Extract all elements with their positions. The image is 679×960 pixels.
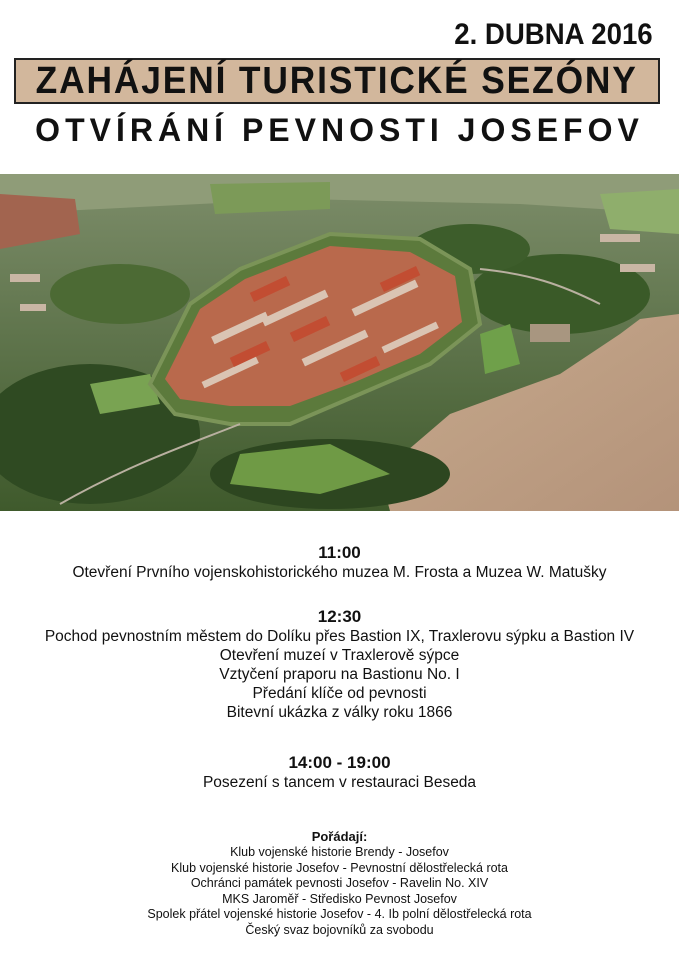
program-time: 14:00 - 19:00 bbox=[288, 753, 391, 772]
organizer-item: Ochránci památek pevnosti Josefov - Ravelin No. XIV bbox=[190, 876, 489, 890]
organizer-item: Klub vojenské historie Brendy - Josefov bbox=[230, 845, 449, 859]
organizers-block bbox=[0, 829, 679, 938]
organizer-item: Spolek přátel vojenské historie Josefov - 4. Ib polní dělostřelecká rota bbox=[147, 907, 532, 921]
organizers-heading: Pořádají: bbox=[311, 829, 368, 844]
program-time: 11:00 bbox=[318, 543, 361, 562]
organizer-item: Klub vojenské historie Josefov - Pevnostní dělostřelecká rota bbox=[171, 860, 508, 875]
program-item: Pochod pevnostním městem do Dolíku přes Bastion IX, Traxlerovu sýpku a Bastion IV bbox=[44, 628, 635, 645]
page-subtitle: OTVÍRÁNÍ PEVNOSTI JOSEFOV bbox=[35, 112, 644, 148]
title-banner bbox=[14, 58, 660, 104]
program-block-3 bbox=[0, 753, 679, 792]
program-item: Vztyčení praporu na Bastionu No. I bbox=[219, 666, 460, 683]
organizer-item: MKS Jaroměř - Středisko Pevnost Josefov bbox=[222, 891, 457, 906]
program-item: Otevření muzeí v Traxlerově sýpce bbox=[219, 647, 460, 664]
aerial-fortress-photo bbox=[0, 174, 679, 511]
program-item: Posezení s tancem v restauraci Beseda bbox=[202, 774, 477, 791]
program-item: Otevření Prvního vojenskohistorického muzea M. Frosta a Muzea W. Matušky bbox=[72, 564, 607, 581]
page-title: ZAHÁJENÍ TURISTICKÉ SEZÓNY bbox=[35, 59, 639, 102]
program-time: 12:30 bbox=[317, 607, 362, 626]
event-date: 2. DUBNA 2016 bbox=[454, 18, 653, 51]
program-block-1 bbox=[0, 543, 679, 582]
program-item: Bitevní ukázka z války roku 1866 bbox=[226, 704, 453, 721]
program-item: Předání klíče od pevnosti bbox=[252, 685, 427, 702]
organizer-item: Český svaz bojovníků za svobodu bbox=[245, 922, 434, 937]
program-block-2 bbox=[0, 607, 679, 722]
